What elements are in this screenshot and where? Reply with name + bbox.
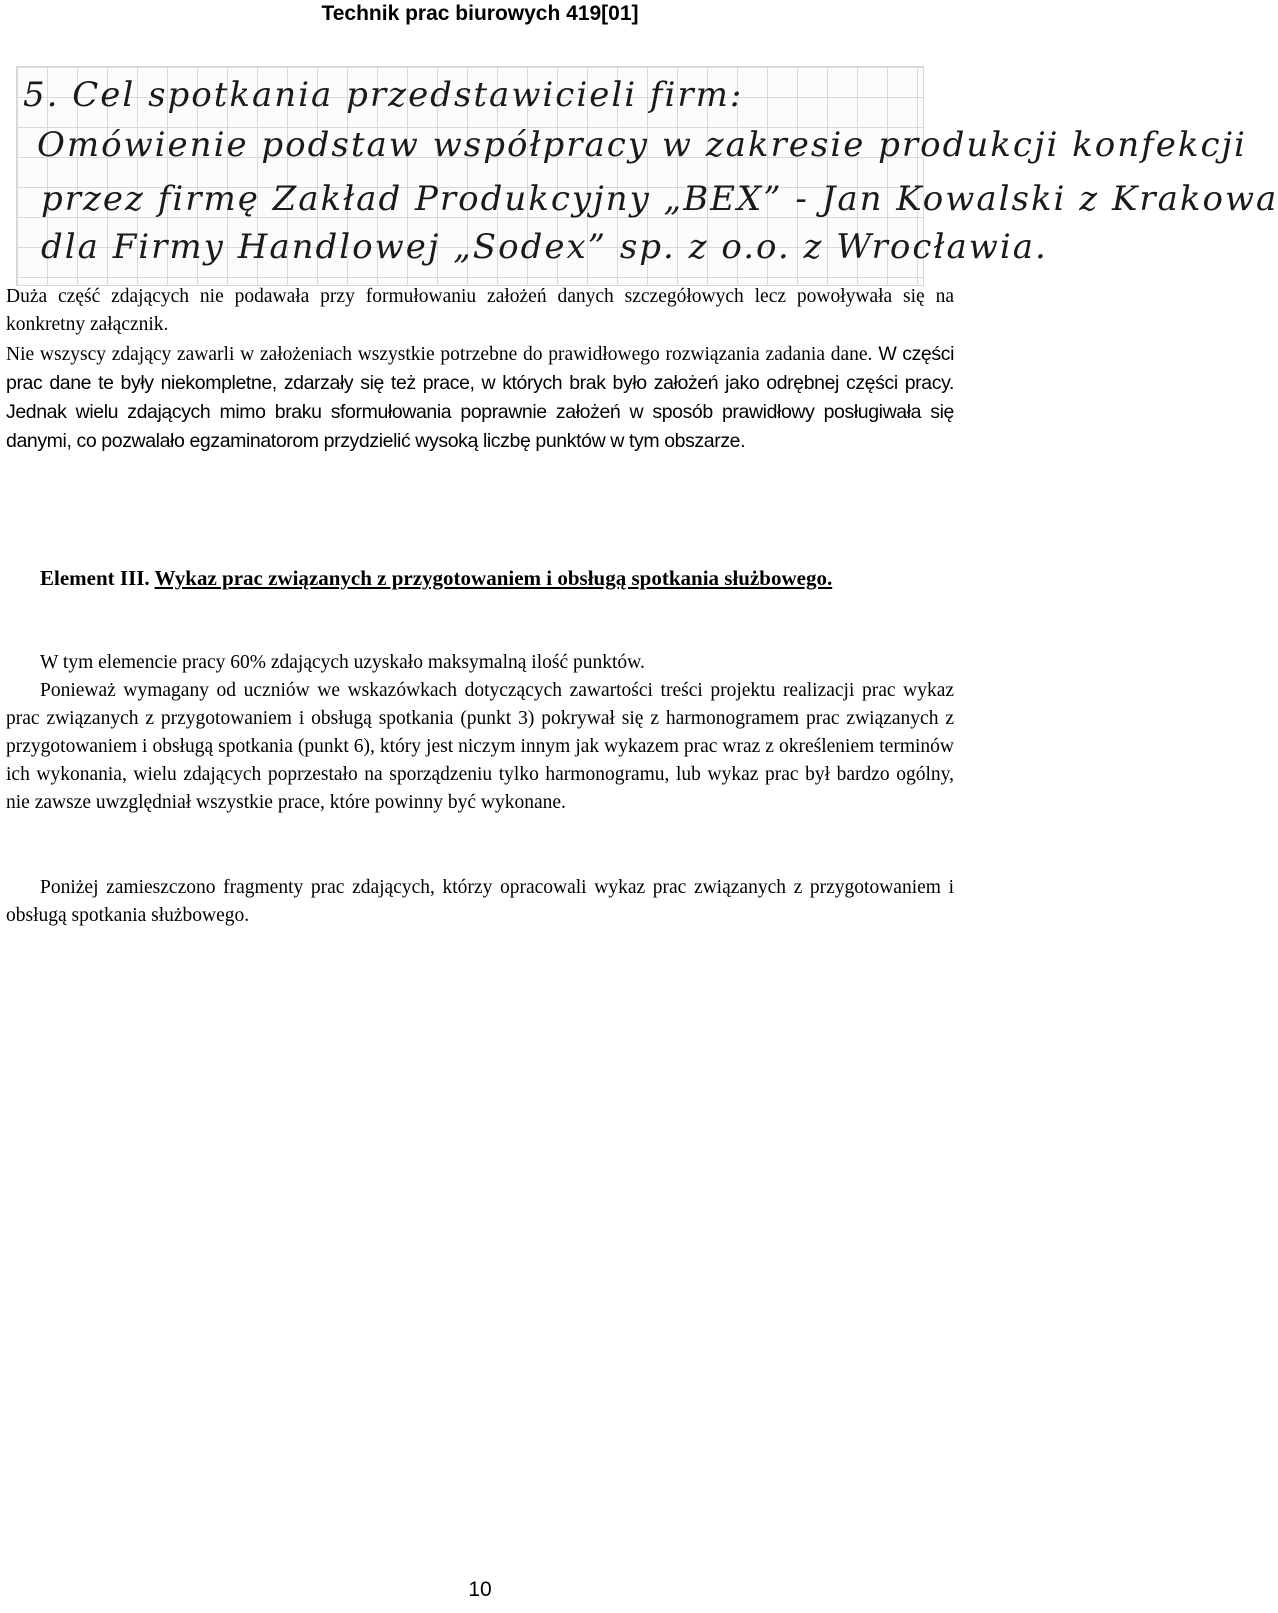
page-header: Technik prac biurowych 419[01] [321, 2, 639, 25]
section-label: Element III. [40, 566, 150, 590]
paragraph-assumptions-part2: W części prac dane te były niekompletne, zdarzały się też prace, w których brak było założeń jako odrębnej części pracy. [6, 343, 954, 394]
handwritten-scan-image [16, 66, 1278, 286]
page-number: 10 [468, 1578, 492, 1601]
handwritten-line: przez firmę Zakład Produkcyjny „BEX” - Jan Kowalski z Krakowa [41, 179, 1278, 219]
paragraph-explanation: Ponieważ wymagany od uczniów we wskazówkach dotyczących zawartości treści projektu realizacji prac wykaz prac związanych z przygotowaniem i obsługą spotkania (punkt 3) pokrywał się z harmonogramem prac związanych z przygotowaniem i obsługą spotkania (punkt 6), który jest niczym innym jak wykazem prac wraz z określeniem terminów ich wykonania, wielu zdających poprzestało na sporządzeniu tylko harmonogramu, lub wykaz prac był bardzo ogólny, nie zawsze uwzględniał wszystkie prace, które powinny być wykonane. [6, 680, 954, 813]
paragraph-assumptions [6, 340, 954, 456]
handwritten-line: dla Firmy Handlowej „Sodex” sp. z o.o. z Wrocławia. [41, 227, 1048, 267]
paragraph-fragments-intro: Poniżej zamieszczono fragmenty prac zdających, którzy opracowali wykaz prac związanych z przygotowaniem i obsługą spotkania służbowego. [6, 877, 954, 926]
handwritten-line: Omówienie podstaw współpracy w zakresie produkcji konfekcji [37, 125, 1247, 165]
section-title: Wykaz prac związanych z przygotowaniem i obsługą spotkania służbowego. [154, 566, 833, 590]
paragraph-assumptions-part1: Nie wszyscy zdający zawarli w założeniach wszystkie potrzebne do prawidłowego rozwiązania zadania dane. [6, 344, 873, 365]
section-heading [6, 564, 954, 592]
paragraph-assumptions-part3: Jednak wielu zdających mimo braku sformułowania poprawnie założeń w sposób prawidłowy posługiwała się danymi, co pozwalało egzaminatorom przydzielić wysoką liczbę punktów w tym obszarze. [6, 401, 954, 452]
handwritten-line: 5. Cel spotkania przedstawicieli firm: [23, 75, 744, 115]
paragraph-attachment-note: Duża część zdających nie podawała przy formułowaniu założeń danych szczegółowych lecz powoływała się na konkretny załącznik. [6, 286, 954, 335]
paragraph-result: W tym elemencie pracy 60% zdających uzyskało maksymalną ilość punktów. [40, 652, 645, 673]
